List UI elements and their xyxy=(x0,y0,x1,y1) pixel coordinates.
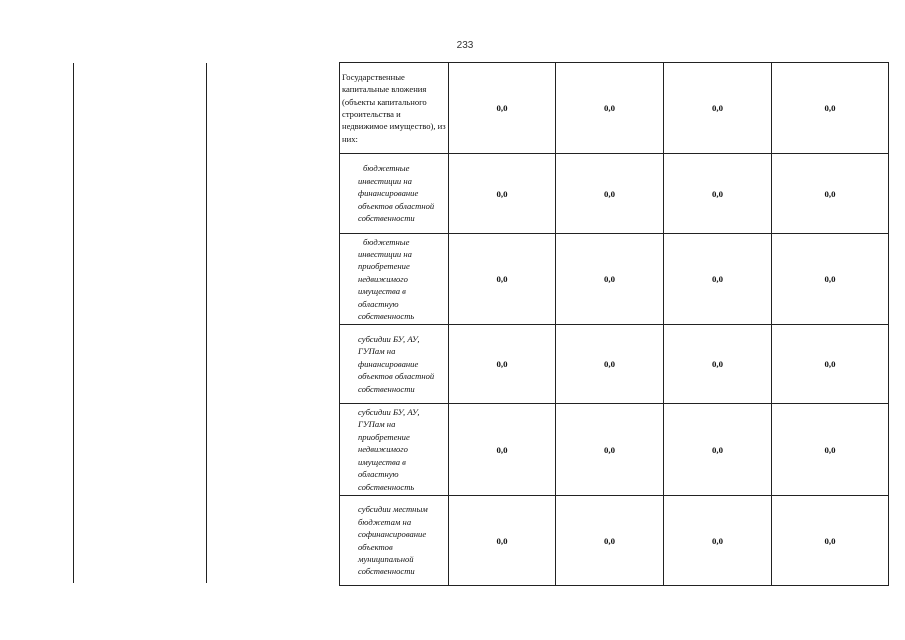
value-cell: 0,0 xyxy=(772,404,889,496)
table-row xyxy=(340,154,889,234)
value-cell: 0,0 xyxy=(449,154,556,234)
row-label: бюджетные инвестиции на финансирование объектов областной собственности xyxy=(358,163,435,224)
capital-investment-table xyxy=(339,62,889,586)
row-label: субсидии БУ, АУ, ГУПам на приобретение недвижимого имущества в областную собственность xyxy=(358,407,420,492)
value-cell: 0,0 xyxy=(772,154,889,234)
value-cell: 0,0 xyxy=(556,154,664,234)
value-cell: 0,0 xyxy=(556,234,664,325)
left-column-border xyxy=(73,63,74,583)
value-cell: 0,0 xyxy=(772,325,889,404)
value-cell: 0,0 xyxy=(556,404,664,496)
value-cell: 0,0 xyxy=(664,325,772,404)
value-cell: 0,0 xyxy=(664,63,772,154)
value-cell: 0,0 xyxy=(449,63,556,154)
table-row xyxy=(340,234,889,325)
table-row xyxy=(340,496,889,586)
table-row xyxy=(340,404,889,496)
row-label: субсидии БУ, АУ, ГУПам на финансирование объектов областной собственности xyxy=(358,333,435,394)
value-cell: 0,0 xyxy=(664,234,772,325)
value-cell: 0,0 xyxy=(772,496,889,586)
row-label: субсидии местным бюджетам на софинансирование объектов муниципальной собственности xyxy=(358,504,428,577)
value-cell: 0,0 xyxy=(449,325,556,404)
row-label-cell xyxy=(340,63,449,154)
row-label-cell xyxy=(340,234,449,325)
row-label: Государственные капитальные вложения (объекты капитального строительства и недвижимое имущество), из них: xyxy=(342,71,446,144)
value-cell: 0,0 xyxy=(449,404,556,496)
row-label-cell xyxy=(340,154,449,234)
value-cell: 0,0 xyxy=(449,496,556,586)
row-label-cell xyxy=(340,404,449,496)
row-label: бюджетные инвестиции на приобретение недвижимого имущества в областную собственность xyxy=(358,236,415,322)
value-cell: 0,0 xyxy=(556,325,664,404)
middle-column-border xyxy=(206,63,207,583)
value-cell: 0,0 xyxy=(664,154,772,234)
value-cell: 0,0 xyxy=(664,404,772,496)
value-cell: 0,0 xyxy=(772,234,889,325)
table-row xyxy=(340,63,889,154)
row-label-cell xyxy=(340,325,449,404)
value-cell: 0,0 xyxy=(449,234,556,325)
page-number: 233 xyxy=(456,40,474,51)
table-row xyxy=(340,325,889,404)
value-cell: 0,0 xyxy=(772,63,889,154)
value-cell: 0,0 xyxy=(556,496,664,586)
value-cell: 0,0 xyxy=(556,63,664,154)
row-label-cell xyxy=(340,496,449,586)
value-cell: 0,0 xyxy=(664,496,772,586)
